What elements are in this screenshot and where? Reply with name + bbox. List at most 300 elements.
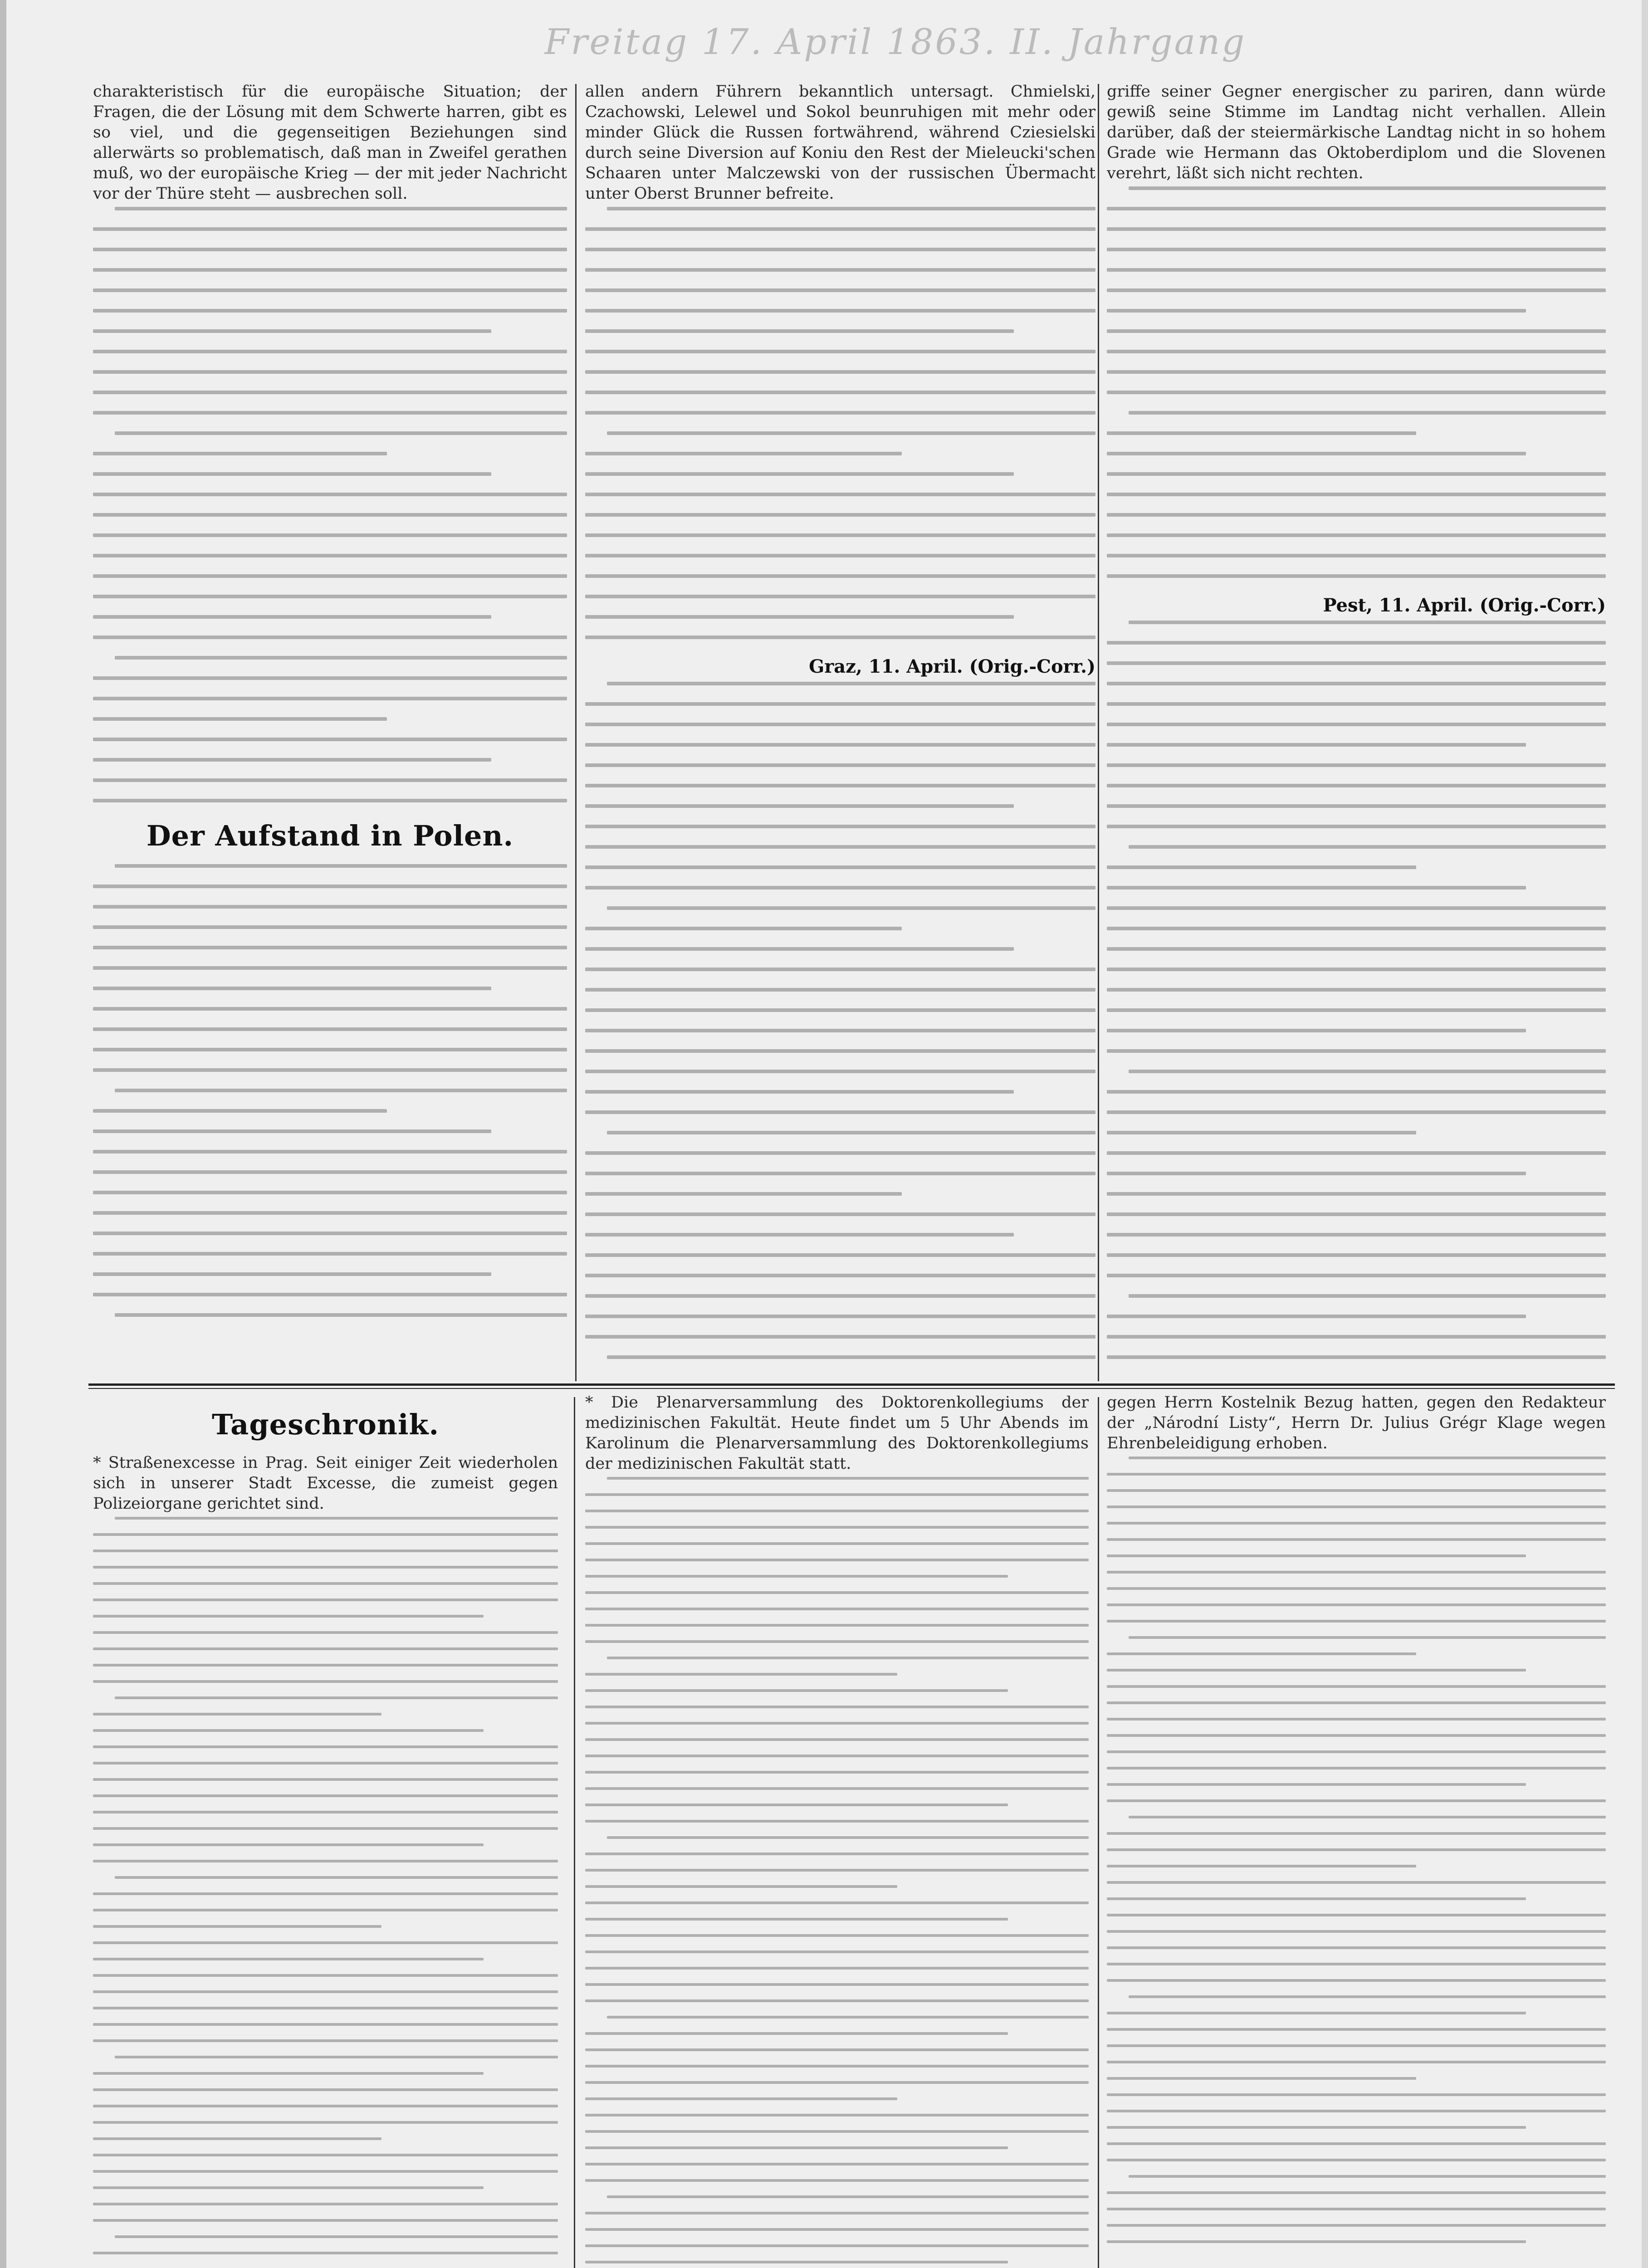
text-line xyxy=(93,1027,567,1031)
text-line xyxy=(1107,1979,1606,1982)
section-rule xyxy=(88,1383,1615,1386)
article-text: griffe seiner Gegner energischer zu pariren, dann würde gewiß seine Stimme im Landtag nicht verhallen. Allein darüber, daß der steiermärkische Landtag nicht in so hohem Grade wie Hermann das Oktoberdiplom und die Slovenen verehrt, läßt sich nicht rechten. xyxy=(1107,83,1606,182)
text-line xyxy=(1107,1587,1606,1590)
text-line xyxy=(607,1131,1095,1134)
text-line xyxy=(1107,1192,1606,1196)
text-line xyxy=(1107,2126,1526,2129)
text-line xyxy=(1107,554,1606,557)
column-rule xyxy=(574,1397,575,2268)
text-line xyxy=(1129,2175,1606,2178)
text-line xyxy=(1107,702,1606,706)
text-line xyxy=(585,865,1095,869)
text-line xyxy=(585,2048,1089,2051)
text-line xyxy=(1129,186,1606,190)
text-line xyxy=(93,1647,558,1650)
text-line xyxy=(585,513,1095,517)
text-line xyxy=(93,1729,484,1732)
text-line xyxy=(585,1967,1089,1970)
text-line xyxy=(585,1983,1089,1986)
text-line xyxy=(93,1892,558,1895)
text-line xyxy=(1107,1734,1606,1737)
text-line xyxy=(585,2244,1089,2247)
text-line xyxy=(93,1713,381,1716)
chronicle-text: * Straßenexcesse in Prag. Seit einiger Zeit wiederholen sich in unserer Stadt Excesse, die zumeist gegen Polizeiorgane gerichtet sind. xyxy=(93,1454,558,1513)
text-line xyxy=(585,1591,1089,1594)
text-line xyxy=(93,799,567,802)
text-line xyxy=(585,1804,1008,1806)
text-line xyxy=(93,1150,567,1154)
text-line xyxy=(1107,1603,1606,1606)
text-line xyxy=(93,2105,558,2107)
text-line xyxy=(585,615,1014,619)
text-line xyxy=(1107,329,1606,333)
text-line xyxy=(93,309,567,313)
text-line xyxy=(1107,533,1606,537)
text-line xyxy=(607,207,1095,210)
section-heading-chronicle: Tageschronik. xyxy=(211,1408,440,1441)
text-line xyxy=(585,635,1095,639)
dateline-graz: Graz, 11. April. (Orig.-Corr.) xyxy=(809,656,1095,677)
text-line xyxy=(585,1151,1095,1155)
text-line xyxy=(585,2261,1008,2263)
text-line xyxy=(1107,2224,1606,2227)
text-line xyxy=(93,2121,558,2124)
text-line xyxy=(93,1664,558,1667)
text-line xyxy=(93,1048,567,1051)
text-line xyxy=(585,947,1014,951)
text-line xyxy=(585,1070,1095,1073)
text-line xyxy=(1107,1571,1606,1574)
text-line xyxy=(1107,207,1606,210)
text-line xyxy=(93,1631,558,1634)
text-line xyxy=(93,1958,484,1960)
text-line xyxy=(585,1755,1089,1757)
text-line xyxy=(1107,513,1606,517)
text-line xyxy=(1107,988,1606,992)
text-line xyxy=(1107,1669,1526,1672)
text-line xyxy=(1107,1029,1526,1032)
body-text-lines xyxy=(93,1517,558,2268)
text-line xyxy=(93,452,387,455)
text-line xyxy=(93,1566,558,1569)
text-line xyxy=(93,1170,567,1174)
text-line xyxy=(1107,865,1416,869)
text-line xyxy=(1107,1008,1606,1012)
text-line xyxy=(115,1876,558,1879)
text-line xyxy=(93,533,567,537)
text-line xyxy=(607,1355,1095,1359)
text-line xyxy=(585,1274,1095,1277)
text-line xyxy=(585,2163,1089,2165)
text-line xyxy=(585,1608,1089,1610)
text-line xyxy=(1107,1554,1526,1557)
text-line xyxy=(1129,411,1606,415)
text-line xyxy=(1107,1750,1606,1753)
text-line xyxy=(585,1918,1008,1921)
text-line xyxy=(1107,1090,1606,1094)
text-line xyxy=(585,1999,1089,2002)
text-line xyxy=(93,1843,484,1846)
text-line xyxy=(1107,227,1606,231)
text-line xyxy=(1107,2191,1606,2194)
text-line xyxy=(93,411,567,415)
text-line xyxy=(93,513,567,517)
text-line xyxy=(585,702,1095,706)
text-line xyxy=(585,845,1095,849)
text-line xyxy=(1107,370,1606,374)
text-line xyxy=(93,248,567,251)
text-line xyxy=(115,2235,558,2238)
text-line xyxy=(1107,2077,1416,2080)
section-rule-thin xyxy=(88,1388,1615,1389)
text-line xyxy=(1129,621,1606,624)
text-line xyxy=(1107,1832,1606,1835)
text-line xyxy=(93,1007,567,1011)
text-line xyxy=(585,595,1095,598)
text-line xyxy=(93,2072,484,2075)
text-line xyxy=(93,370,567,374)
text-line xyxy=(585,1212,1095,1216)
text-line xyxy=(93,2219,558,2222)
text-line xyxy=(1107,927,1606,930)
text-line xyxy=(585,1869,1089,1872)
text-line xyxy=(93,1941,558,1944)
text-line xyxy=(93,1860,558,1862)
text-line xyxy=(585,452,902,455)
text-line xyxy=(1107,1151,1606,1155)
text-line xyxy=(1129,1294,1606,1298)
article-text: allen andern Führern bekanntlich untersagt. Chmielski, Czachowski, Lelewel und Sokol beunruhigen mit mehr oder minder Glück die Russen fortwährend, während Cziesielski durch seine Diversion auf Koniu den Rest der Mieleucki'schen Schaaren unter Malczewski von der russischen Übermacht unter Oberst Brunner befreite. xyxy=(585,83,1095,203)
text-line xyxy=(1107,743,1526,747)
column-middle xyxy=(585,82,1095,1365)
text-line xyxy=(1107,2093,1606,2096)
text-line xyxy=(93,778,567,782)
text-line xyxy=(93,2137,381,2140)
text-line xyxy=(1107,309,1526,313)
text-line xyxy=(585,1335,1095,1339)
text-line xyxy=(607,2016,1089,2019)
text-line xyxy=(585,533,1095,537)
text-line xyxy=(93,1252,567,1256)
text-line xyxy=(585,1008,1095,1012)
text-line xyxy=(585,1950,1089,1953)
text-line xyxy=(93,1533,558,1536)
text-line xyxy=(93,758,491,762)
text-line xyxy=(585,1526,1089,1529)
text-line xyxy=(585,825,1095,828)
text-line xyxy=(93,885,567,888)
chronicle-column-middle xyxy=(585,1393,1089,2268)
text-line xyxy=(1107,2142,1606,2145)
text-line xyxy=(1107,1848,1606,1851)
text-line xyxy=(93,1549,558,1552)
text-line xyxy=(607,431,1095,435)
text-line xyxy=(93,391,567,394)
text-line xyxy=(585,1029,1095,1032)
text-line xyxy=(1107,1274,1606,1277)
text-line xyxy=(93,288,567,292)
body-text-lines xyxy=(93,207,567,802)
text-line xyxy=(585,1575,1008,1578)
text-line xyxy=(93,1211,567,1215)
text-line xyxy=(115,1313,567,1317)
text-line xyxy=(585,1787,1089,1790)
text-line xyxy=(93,1811,558,1813)
text-line xyxy=(93,2186,484,2189)
text-line xyxy=(585,554,1095,557)
text-line xyxy=(585,1885,897,1888)
text-line xyxy=(115,207,567,210)
text-line xyxy=(1107,1233,1606,1237)
text-line xyxy=(93,1745,558,1748)
text-line xyxy=(93,1827,558,1830)
text-line xyxy=(585,309,1095,313)
text-line xyxy=(93,905,567,909)
text-line xyxy=(93,595,567,598)
text-line xyxy=(93,615,491,619)
body-text-lines xyxy=(1107,1457,1606,2243)
text-line xyxy=(1107,804,1606,808)
text-line xyxy=(1129,845,1606,849)
text-line xyxy=(1107,1783,1526,1786)
text-line xyxy=(93,1974,558,1977)
body-text-lines xyxy=(585,207,1095,639)
text-line xyxy=(585,1738,1089,1741)
text-line xyxy=(93,1272,491,1276)
text-line xyxy=(115,1517,558,1520)
text-line xyxy=(93,2252,558,2254)
text-line xyxy=(585,804,1014,808)
section-heading-poland: Der Aufstand in Polen. xyxy=(146,819,514,852)
text-line xyxy=(607,1657,1089,1659)
text-line xyxy=(1107,2159,1606,2161)
text-line xyxy=(585,1640,1089,1643)
text-line xyxy=(1107,968,1606,971)
text-line xyxy=(1107,1767,1606,1769)
text-line xyxy=(585,493,1095,496)
text-line xyxy=(1107,1131,1416,1134)
dateline-pest: Pest, 11. April. (Orig.-Corr.) xyxy=(1323,595,1606,616)
text-line xyxy=(1107,1473,1606,1476)
text-line xyxy=(93,574,567,578)
text-line xyxy=(585,2179,1089,2182)
text-line xyxy=(1107,1110,1606,1114)
text-line xyxy=(585,248,1095,251)
text-line xyxy=(1107,1538,1606,1541)
text-line xyxy=(93,554,567,557)
text-line xyxy=(585,1559,1089,1561)
text-line xyxy=(585,1542,1089,1545)
text-line xyxy=(93,1990,558,1993)
text-line xyxy=(1107,1701,1606,1704)
text-line xyxy=(585,1493,1089,1496)
text-line xyxy=(93,1615,484,1618)
faded-header-strip: Freitag 17. April 1863. II. Jahrgang xyxy=(544,22,1247,63)
text-line xyxy=(585,2114,1089,2116)
text-line xyxy=(93,2203,558,2205)
text-line xyxy=(585,1934,1089,1937)
text-line xyxy=(93,350,567,353)
text-line xyxy=(115,1696,558,1699)
text-line xyxy=(1107,947,1606,951)
text-line xyxy=(1107,1172,1526,1175)
text-line xyxy=(1107,472,1606,476)
text-line xyxy=(585,370,1095,374)
text-line xyxy=(1107,763,1606,767)
text-line xyxy=(115,864,567,868)
text-line xyxy=(93,635,567,639)
text-line xyxy=(93,1293,567,1296)
text-line xyxy=(93,946,567,949)
text-line xyxy=(585,1624,1089,1627)
text-line xyxy=(93,697,567,700)
text-line xyxy=(1107,1897,1526,1900)
text-line xyxy=(585,2228,1089,2231)
text-line xyxy=(1107,1865,1416,1867)
text-line xyxy=(1107,2044,1606,2047)
text-line xyxy=(115,1089,567,1092)
text-line xyxy=(115,656,567,660)
text-line xyxy=(585,1510,1089,1512)
text-line xyxy=(585,1901,1089,1904)
text-line xyxy=(1107,2028,1606,2031)
text-line xyxy=(93,1909,558,1911)
text-line xyxy=(1107,1489,1606,1492)
text-line xyxy=(585,1706,1089,1708)
text-line xyxy=(93,1794,558,1797)
text-line xyxy=(93,2154,558,2156)
text-line xyxy=(1107,2208,1606,2210)
text-line xyxy=(1107,452,1526,455)
text-line xyxy=(93,1582,558,1585)
text-line xyxy=(585,927,902,930)
text-line xyxy=(1129,1457,1606,1459)
text-line xyxy=(1107,1253,1606,1257)
text-line xyxy=(607,1477,1089,1480)
text-line xyxy=(585,743,1095,747)
text-line xyxy=(585,763,1095,767)
text-line xyxy=(585,2097,897,2100)
body-text-lines xyxy=(585,682,1095,1365)
text-line xyxy=(585,1689,1008,1692)
text-line xyxy=(585,1853,1089,1855)
text-line xyxy=(585,886,1095,890)
text-line xyxy=(585,1110,1095,1114)
text-line xyxy=(93,738,567,741)
chronicle-column-left xyxy=(93,1393,558,2268)
text-line xyxy=(1107,1685,1606,1688)
text-line xyxy=(1107,1315,1526,1318)
text-line xyxy=(93,717,387,721)
text-line xyxy=(585,391,1095,394)
column-rule xyxy=(1098,84,1099,1381)
text-line xyxy=(607,1836,1089,1839)
text-line xyxy=(585,288,1095,292)
text-line xyxy=(93,2088,558,2091)
text-line xyxy=(1129,1995,1606,1998)
chronicle-text: * Die Plenarversammlung des Doktorenkollegiums der medizinischen Fakultät. Heute findet um 5 Uhr Abends im Karolinum die Plenarversammlung des Doktorenkollegiums der medizinischen Fakultät statt. xyxy=(585,1393,1089,1473)
text-line xyxy=(93,493,567,496)
text-line xyxy=(1107,1335,1606,1339)
text-line xyxy=(93,987,491,990)
text-line xyxy=(115,2056,558,2058)
text-line xyxy=(585,1172,1095,1175)
chronicle-text: gegen Herrn Kostelnik Bezug hatten, gegen den Redakteur der „Národní Listy“, Herrn Dr. Julius Grégr Klage wegen Ehrenbeleidigung erhoben. xyxy=(1107,1393,1606,1452)
text-line xyxy=(1107,2240,1526,2243)
column-rule xyxy=(575,84,577,1381)
text-line xyxy=(1129,1816,1606,1818)
text-line xyxy=(585,574,1095,578)
text-line xyxy=(585,1771,1089,1774)
text-line xyxy=(585,1673,897,1676)
text-line xyxy=(1107,1522,1606,1525)
text-line xyxy=(1107,268,1606,272)
body-text-lines xyxy=(1107,186,1606,578)
body-text-lines xyxy=(585,1477,1089,2263)
text-line xyxy=(585,2081,1089,2084)
text-line xyxy=(93,1680,558,1683)
text-line xyxy=(1107,493,1606,496)
article-text: charakteristisch für die europäische Situation; der Fragen, die der Lösung mit dem Schwerte harren, gibt es so viel, und die gegenseitigen Beziehungen sind allerwärts so problematisch, daß man in Zweifel gerathen muß, wo der europäische Krieg — der mit jeder Nachricht vor der Thüre steht — ausbrechen soll. xyxy=(93,83,567,203)
text-line xyxy=(1107,1881,1606,1884)
text-line xyxy=(1107,1946,1606,1949)
text-line xyxy=(93,2039,558,2042)
text-line xyxy=(585,1049,1095,1053)
text-line xyxy=(1107,886,1526,890)
text-line xyxy=(1107,1930,1606,1933)
text-line xyxy=(1107,1212,1606,1216)
text-line xyxy=(1107,682,1606,685)
text-line xyxy=(585,350,1095,353)
text-line xyxy=(1107,906,1606,910)
text-line xyxy=(1107,784,1606,787)
text-line xyxy=(93,1109,387,1113)
column-right xyxy=(1107,82,1606,1365)
text-line xyxy=(1107,391,1606,394)
text-line xyxy=(1107,641,1606,645)
text-line xyxy=(1107,2012,1526,2014)
text-line xyxy=(1107,825,1606,828)
column-left xyxy=(93,82,567,1365)
text-line xyxy=(585,2032,1008,2035)
text-line xyxy=(1107,1963,1606,1965)
text-line xyxy=(585,329,1014,333)
text-line xyxy=(585,1253,1095,1257)
text-line xyxy=(93,268,567,272)
text-line xyxy=(1107,1355,1606,1359)
text-line xyxy=(1107,1620,1606,1623)
text-line xyxy=(585,1294,1095,1298)
text-line xyxy=(1107,2061,1606,2063)
text-line xyxy=(585,2130,1089,2133)
text-line xyxy=(93,925,567,929)
text-line xyxy=(1107,2110,1606,2112)
text-line xyxy=(585,1090,1014,1094)
text-line xyxy=(1107,1049,1606,1053)
text-line xyxy=(585,2146,1008,2149)
text-line xyxy=(1107,350,1606,353)
text-line xyxy=(1107,661,1606,665)
text-line xyxy=(115,431,567,435)
text-line xyxy=(93,1129,491,1133)
column-rule xyxy=(1098,1397,1099,2268)
text-line xyxy=(585,1820,1089,1823)
text-line xyxy=(1107,431,1416,435)
text-line xyxy=(607,2195,1089,2198)
text-line xyxy=(585,1192,902,1196)
text-line xyxy=(1107,1505,1606,1508)
text-line xyxy=(93,2007,558,2009)
